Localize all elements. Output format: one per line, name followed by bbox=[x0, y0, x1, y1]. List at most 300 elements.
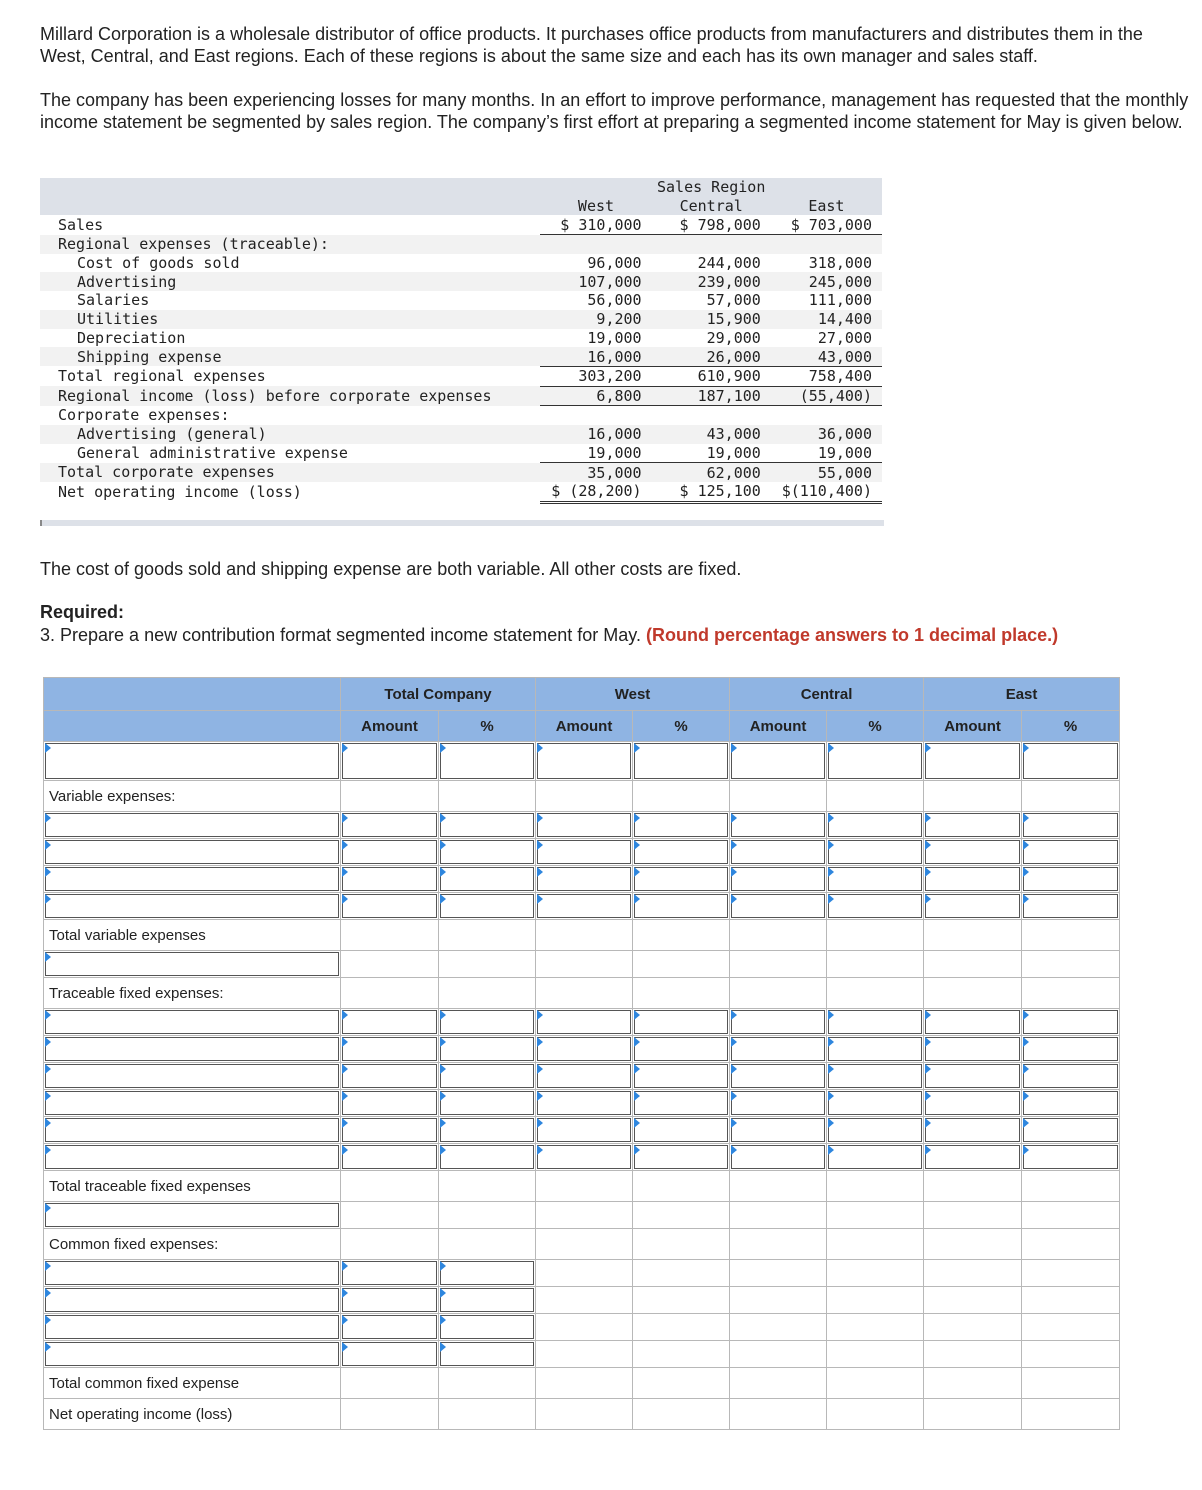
answer-input[interactable] bbox=[731, 1145, 825, 1169]
answer-cell-input[interactable] bbox=[924, 1063, 1022, 1090]
answer-cell-input[interactable] bbox=[439, 839, 536, 866]
answer-cell-input[interactable] bbox=[730, 866, 827, 893]
answer-input[interactable] bbox=[925, 743, 1020, 779]
answer-cell-input[interactable] bbox=[341, 1314, 439, 1341]
answer-input[interactable] bbox=[45, 1288, 339, 1312]
answer-cell-input[interactable] bbox=[341, 1260, 439, 1287]
answer-input[interactable] bbox=[440, 1315, 534, 1339]
answer-input[interactable] bbox=[342, 1342, 437, 1366]
answer-input[interactable] bbox=[925, 867, 1020, 891]
answer-input[interactable] bbox=[537, 1145, 631, 1169]
answer-cell bbox=[633, 1287, 730, 1314]
answer-input[interactable] bbox=[45, 1261, 339, 1285]
required-title: Required: bbox=[40, 602, 125, 622]
answer-cell-input[interactable] bbox=[827, 1117, 924, 1144]
answer-cell-input[interactable] bbox=[730, 1090, 827, 1117]
answer-input[interactable] bbox=[45, 1091, 339, 1115]
answer-input[interactable] bbox=[731, 1037, 825, 1061]
answer-cell-input[interactable] bbox=[341, 839, 439, 866]
answer-input[interactable] bbox=[1023, 1010, 1118, 1034]
answer-cell-input[interactable] bbox=[536, 1009, 633, 1036]
answer-cell-input[interactable] bbox=[633, 1144, 730, 1171]
answer-row bbox=[44, 1171, 1120, 1202]
statement-row-label: Regional expenses (traceable): bbox=[40, 235, 540, 254]
answer-cell-input[interactable] bbox=[827, 1009, 924, 1036]
answer-input[interactable] bbox=[537, 867, 631, 891]
statement-row bbox=[40, 366, 882, 386]
statement-cell: 14,400 bbox=[771, 310, 882, 329]
answer-cell-input[interactable] bbox=[439, 1036, 536, 1063]
answer-input[interactable] bbox=[342, 840, 437, 864]
answer-input[interactable] bbox=[342, 813, 437, 837]
answer-cell-input[interactable] bbox=[439, 812, 536, 839]
answer-cell-input[interactable] bbox=[536, 866, 633, 893]
answer-cell-input[interactable] bbox=[730, 893, 827, 920]
answer-input[interactable] bbox=[925, 894, 1020, 918]
answer-input[interactable] bbox=[1023, 813, 1118, 837]
answer-input[interactable] bbox=[45, 1145, 339, 1169]
answer-label-input[interactable] bbox=[44, 812, 341, 839]
answer-cell-input[interactable] bbox=[439, 1117, 536, 1144]
statement-row bbox=[40, 482, 882, 502]
answer-cell-input[interactable] bbox=[827, 1144, 924, 1171]
answer-input[interactable] bbox=[342, 894, 437, 918]
answer-cell-input[interactable] bbox=[341, 1144, 439, 1171]
answer-cell-input[interactable] bbox=[439, 1287, 536, 1314]
answer-input[interactable] bbox=[731, 1010, 825, 1034]
answer-input[interactable] bbox=[440, 1342, 534, 1366]
answer-cell bbox=[924, 1368, 1022, 1399]
answer-cell-input[interactable] bbox=[341, 812, 439, 839]
answer-cell bbox=[1022, 1171, 1120, 1202]
statement-cell: 29,000 bbox=[652, 329, 771, 348]
answer-input[interactable] bbox=[45, 1037, 339, 1061]
answer-cell-input[interactable] bbox=[439, 866, 536, 893]
answer-label-input[interactable] bbox=[44, 1090, 341, 1117]
answer-input[interactable] bbox=[45, 1315, 339, 1339]
answer-cell bbox=[1022, 1202, 1120, 1229]
answer-cell-input[interactable] bbox=[730, 742, 827, 781]
answer-input[interactable] bbox=[440, 1145, 534, 1169]
answer-input[interactable] bbox=[342, 1315, 437, 1339]
answer-cell bbox=[827, 1171, 924, 1202]
answer-cell-input[interactable] bbox=[341, 1117, 439, 1144]
sub-pct: % bbox=[1022, 711, 1120, 742]
answer-input[interactable] bbox=[440, 1010, 534, 1034]
statement-cell: 57,000 bbox=[652, 291, 771, 310]
statement-cell: 27,000 bbox=[771, 329, 882, 348]
answer-input[interactable] bbox=[342, 1064, 437, 1088]
answer-input[interactable] bbox=[731, 894, 825, 918]
statement-row-label: Regional income (loss) before corporate expenses bbox=[40, 386, 540, 406]
answer-cell-input[interactable] bbox=[439, 1063, 536, 1090]
answer-input[interactable] bbox=[440, 1037, 534, 1061]
answer-cell-input[interactable] bbox=[1022, 1117, 1120, 1144]
answer-input[interactable] bbox=[828, 1037, 922, 1061]
answer-input[interactable] bbox=[342, 1037, 437, 1061]
answer-cell-input[interactable] bbox=[439, 1341, 536, 1368]
required-text: 3. Prepare a new contribution format segmented income statement for May. bbox=[40, 625, 641, 645]
answer-input[interactable] bbox=[45, 1064, 339, 1088]
answer-cell-input[interactable] bbox=[341, 1090, 439, 1117]
answer-input[interactable] bbox=[45, 894, 339, 918]
answer-input[interactable] bbox=[828, 867, 922, 891]
answer-input[interactable] bbox=[440, 1091, 534, 1115]
answer-cell bbox=[730, 1368, 827, 1399]
answer-cell bbox=[924, 1314, 1022, 1341]
answer-cell-input[interactable] bbox=[536, 1117, 633, 1144]
answer-cell-input[interactable] bbox=[633, 1117, 730, 1144]
answer-input[interactable] bbox=[537, 743, 631, 779]
answer-cell bbox=[633, 951, 730, 978]
answer-input[interactable] bbox=[828, 743, 922, 779]
answer-input[interactable] bbox=[45, 867, 339, 891]
answer-input[interactable] bbox=[634, 894, 728, 918]
answer-label-input[interactable] bbox=[44, 1009, 341, 1036]
answer-cell-input[interactable] bbox=[633, 742, 730, 781]
answer-input[interactable] bbox=[828, 813, 922, 837]
answer-cell-input[interactable] bbox=[730, 1144, 827, 1171]
answer-input[interactable] bbox=[1023, 1037, 1118, 1061]
answer-input[interactable] bbox=[45, 743, 339, 779]
answer-input[interactable] bbox=[537, 1010, 631, 1034]
answer-cell-input[interactable] bbox=[341, 866, 439, 893]
answer-label-input[interactable] bbox=[44, 1287, 341, 1314]
answer-input[interactable] bbox=[925, 1091, 1020, 1115]
answer-cell bbox=[827, 1341, 924, 1368]
answer-cell-input[interactable] bbox=[924, 1036, 1022, 1063]
answer-cell-input[interactable] bbox=[730, 839, 827, 866]
group-west: West bbox=[536, 678, 730, 711]
answer-cell bbox=[827, 1260, 924, 1287]
answer-row bbox=[44, 781, 1120, 812]
answer-cell bbox=[341, 1368, 439, 1399]
answer-cell-input[interactable] bbox=[341, 893, 439, 920]
answer-label-input[interactable] bbox=[44, 1063, 341, 1090]
answer-cell-input[interactable] bbox=[341, 1063, 439, 1090]
answer-input[interactable] bbox=[440, 813, 534, 837]
answer-input[interactable] bbox=[45, 840, 339, 864]
answer-cell-input[interactable] bbox=[1022, 1036, 1120, 1063]
answer-input[interactable] bbox=[45, 1203, 339, 1227]
answer-input[interactable] bbox=[925, 840, 1020, 864]
answer-input[interactable] bbox=[925, 1037, 1020, 1061]
statement-row-label: Sales bbox=[40, 215, 540, 234]
answer-cell bbox=[439, 1229, 536, 1260]
answer-row-label: Variable expenses: bbox=[44, 781, 341, 812]
answer-label-input[interactable] bbox=[44, 1117, 341, 1144]
answer-input[interactable] bbox=[634, 1010, 728, 1034]
statement-row bbox=[40, 329, 882, 348]
answer-input[interactable] bbox=[537, 840, 631, 864]
statement-row-label: Advertising bbox=[40, 272, 540, 291]
answer-cell-input[interactable] bbox=[633, 812, 730, 839]
answer-input[interactable] bbox=[45, 1118, 339, 1142]
answer-cell-input[interactable] bbox=[439, 1314, 536, 1341]
answer-cell-input[interactable] bbox=[536, 812, 633, 839]
answer-cell-input[interactable] bbox=[1022, 1144, 1120, 1171]
answer-cell-input[interactable] bbox=[536, 839, 633, 866]
statement-cell: 6,800 bbox=[540, 386, 651, 406]
answer-cell-input[interactable] bbox=[924, 812, 1022, 839]
answer-input[interactable] bbox=[634, 1037, 728, 1061]
answer-cell bbox=[536, 1341, 633, 1368]
answer-cell-input[interactable] bbox=[1022, 839, 1120, 866]
answer-input[interactable] bbox=[925, 1118, 1020, 1142]
answer-cell-input[interactable] bbox=[827, 1063, 924, 1090]
answer-input[interactable] bbox=[342, 1288, 437, 1312]
answer-input[interactable] bbox=[440, 743, 534, 779]
answer-label-input[interactable] bbox=[44, 866, 341, 893]
answer-input[interactable] bbox=[440, 894, 534, 918]
answer-input[interactable] bbox=[342, 1261, 437, 1285]
answer-cell-input[interactable] bbox=[633, 893, 730, 920]
answer-input[interactable] bbox=[1023, 1091, 1118, 1115]
answer-input[interactable] bbox=[925, 1145, 1020, 1169]
answer-cell-input[interactable] bbox=[633, 866, 730, 893]
answer-cell-input[interactable] bbox=[827, 1090, 924, 1117]
answer-cell-input[interactable] bbox=[536, 1144, 633, 1171]
answer-cell bbox=[1022, 1341, 1120, 1368]
answer-input[interactable] bbox=[1023, 840, 1118, 864]
answer-input[interactable] bbox=[828, 1118, 922, 1142]
answer-input[interactable] bbox=[634, 743, 728, 779]
answer-cell-input[interactable] bbox=[827, 1036, 924, 1063]
answer-input[interactable] bbox=[342, 1010, 437, 1034]
answer-cell-input[interactable] bbox=[439, 742, 536, 781]
answer-row bbox=[44, 920, 1120, 951]
answer-row bbox=[44, 1036, 1120, 1063]
answer-cell bbox=[341, 1229, 439, 1260]
answer-label-input[interactable] bbox=[44, 1036, 341, 1063]
answer-input[interactable] bbox=[342, 1118, 437, 1142]
statement-cell: 111,000 bbox=[771, 291, 882, 310]
answer-cell-input[interactable] bbox=[827, 812, 924, 839]
answer-cell-input[interactable] bbox=[341, 742, 439, 781]
answer-input[interactable] bbox=[440, 1118, 534, 1142]
answer-input[interactable] bbox=[1023, 1064, 1118, 1088]
answer-input[interactable] bbox=[440, 1064, 534, 1088]
answer-cell-input[interactable] bbox=[924, 742, 1022, 781]
answer-cell bbox=[1022, 978, 1120, 1009]
answer-label-input[interactable] bbox=[44, 1314, 341, 1341]
answer-cell-input[interactable] bbox=[341, 1009, 439, 1036]
answer-input[interactable] bbox=[634, 1118, 728, 1142]
group-total-company: Total Company bbox=[341, 678, 536, 711]
answer-input[interactable] bbox=[634, 840, 728, 864]
answer-input[interactable] bbox=[634, 1064, 728, 1088]
answer-input[interactable] bbox=[828, 1064, 922, 1088]
answer-input[interactable] bbox=[828, 1145, 922, 1169]
answer-input[interactable] bbox=[828, 894, 922, 918]
answer-cell bbox=[439, 978, 536, 1009]
answer-input[interactable] bbox=[440, 867, 534, 891]
answer-cell-input[interactable] bbox=[439, 1260, 536, 1287]
answer-input[interactable] bbox=[925, 1064, 1020, 1088]
answer-label-input[interactable] bbox=[44, 951, 341, 978]
answer-cell bbox=[924, 781, 1022, 812]
answer-cell bbox=[633, 781, 730, 812]
answer-cell bbox=[730, 920, 827, 951]
answer-cell-input[interactable] bbox=[633, 1036, 730, 1063]
answer-cell-input[interactable] bbox=[827, 866, 924, 893]
answer-input[interactable] bbox=[537, 813, 631, 837]
answer-cell-input[interactable] bbox=[924, 1117, 1022, 1144]
answer-input[interactable] bbox=[440, 840, 534, 864]
answer-cell-input[interactable] bbox=[730, 1063, 827, 1090]
answer-cell-input[interactable] bbox=[827, 893, 924, 920]
answer-cell bbox=[924, 1229, 1022, 1260]
answer-cell-input[interactable] bbox=[1022, 1063, 1120, 1090]
answer-input[interactable] bbox=[925, 813, 1020, 837]
answer-cell-input[interactable] bbox=[1022, 1090, 1120, 1117]
answer-input[interactable] bbox=[537, 1037, 631, 1061]
answer-input[interactable] bbox=[342, 1091, 437, 1115]
answer-input[interactable] bbox=[731, 867, 825, 891]
sub-amount: Amount bbox=[341, 711, 439, 742]
answer-input[interactable] bbox=[634, 867, 728, 891]
statement-cell: 244,000 bbox=[652, 254, 771, 273]
answer-cell-input[interactable] bbox=[730, 1009, 827, 1036]
answer-input[interactable] bbox=[731, 813, 825, 837]
answer-input[interactable] bbox=[828, 1010, 922, 1034]
answer-cell bbox=[536, 1399, 633, 1430]
answer-cell-input[interactable] bbox=[536, 893, 633, 920]
answer-input[interactable] bbox=[45, 1010, 339, 1034]
answer-cell bbox=[924, 978, 1022, 1009]
answer-cell-input[interactable] bbox=[1022, 812, 1120, 839]
sub-amount: Amount bbox=[730, 711, 827, 742]
answer-cell-input[interactable] bbox=[1022, 742, 1120, 781]
answer-input[interactable] bbox=[1023, 1145, 1118, 1169]
sub-pct: % bbox=[827, 711, 924, 742]
answer-cell-input[interactable] bbox=[924, 866, 1022, 893]
answer-cell bbox=[730, 1399, 827, 1430]
answer-cell-input[interactable] bbox=[924, 1090, 1022, 1117]
answer-input[interactable] bbox=[731, 1091, 825, 1115]
answer-label-input[interactable] bbox=[44, 893, 341, 920]
answer-cell-input[interactable] bbox=[633, 1063, 730, 1090]
answer-cell-input[interactable] bbox=[633, 1009, 730, 1036]
answer-input[interactable] bbox=[342, 743, 437, 779]
answer-input[interactable] bbox=[731, 743, 825, 779]
answer-cell bbox=[730, 1171, 827, 1202]
answer-input[interactable] bbox=[634, 813, 728, 837]
answer-cell-input[interactable] bbox=[827, 742, 924, 781]
answer-label-input[interactable] bbox=[44, 1260, 341, 1287]
answer-cell-input[interactable] bbox=[439, 1090, 536, 1117]
group-east: East bbox=[924, 678, 1120, 711]
answer-input[interactable] bbox=[1023, 894, 1118, 918]
answer-input[interactable] bbox=[537, 1118, 631, 1142]
statement-row bbox=[40, 272, 882, 291]
answer-cell bbox=[633, 978, 730, 1009]
answer-input[interactable] bbox=[634, 1091, 728, 1115]
answer-cell-input[interactable] bbox=[633, 1090, 730, 1117]
answer-row bbox=[44, 951, 1120, 978]
statement-cell: 36,000 bbox=[771, 425, 882, 444]
answer-input[interactable] bbox=[1023, 867, 1118, 891]
answer-cell-input[interactable] bbox=[924, 839, 1022, 866]
answer-cell bbox=[536, 951, 633, 978]
answer-cell-input[interactable] bbox=[536, 742, 633, 781]
answer-input[interactable] bbox=[537, 894, 631, 918]
answer-cell-input[interactable] bbox=[439, 1144, 536, 1171]
answer-cell-input[interactable] bbox=[924, 1144, 1022, 1171]
answer-cell bbox=[633, 1314, 730, 1341]
answer-cell-input[interactable] bbox=[341, 1287, 439, 1314]
answer-cell-input[interactable] bbox=[730, 1036, 827, 1063]
answer-cell-input[interactable] bbox=[924, 1009, 1022, 1036]
answer-cell-input[interactable] bbox=[730, 1117, 827, 1144]
answer-input[interactable] bbox=[731, 1064, 825, 1088]
answer-row-label: Traceable fixed expenses: bbox=[44, 978, 341, 1009]
answer-cell bbox=[1022, 951, 1120, 978]
answer-cell bbox=[536, 1287, 633, 1314]
answer-input[interactable] bbox=[440, 1288, 534, 1312]
answer-cell-input[interactable] bbox=[536, 1036, 633, 1063]
answer-input[interactable] bbox=[731, 1118, 825, 1142]
answer-cell bbox=[341, 1202, 439, 1229]
answer-input[interactable] bbox=[45, 1342, 339, 1366]
statement-cell: 303,200 bbox=[540, 366, 651, 386]
answer-row bbox=[44, 1009, 1120, 1036]
statement-cell: 43,000 bbox=[652, 425, 771, 444]
statement-row-label: Cost of goods sold bbox=[40, 254, 540, 273]
answer-label-input[interactable] bbox=[44, 742, 341, 781]
answer-input[interactable] bbox=[634, 1145, 728, 1169]
answer-row bbox=[44, 812, 1120, 839]
answer-input[interactable] bbox=[828, 840, 922, 864]
answer-input[interactable] bbox=[342, 867, 437, 891]
answer-input[interactable] bbox=[537, 1064, 631, 1088]
answer-label-input[interactable] bbox=[44, 1144, 341, 1171]
answer-cell-input[interactable] bbox=[924, 893, 1022, 920]
answer-cell-input[interactable] bbox=[341, 1036, 439, 1063]
answer-input[interactable] bbox=[1023, 1118, 1118, 1142]
col-west: West bbox=[540, 197, 651, 216]
answer-cell-input[interactable] bbox=[827, 839, 924, 866]
answer-cell-input[interactable] bbox=[1022, 866, 1120, 893]
answer-cell-input[interactable] bbox=[730, 812, 827, 839]
statement-row-label: Advertising (general) bbox=[40, 425, 540, 444]
answer-label-input[interactable] bbox=[44, 1341, 341, 1368]
answer-cell bbox=[730, 1287, 827, 1314]
answer-cell bbox=[827, 951, 924, 978]
answer-input[interactable] bbox=[828, 1091, 922, 1115]
answer-cell-input[interactable] bbox=[1022, 1009, 1120, 1036]
answer-input[interactable] bbox=[440, 1261, 534, 1285]
answer-input[interactable] bbox=[45, 813, 339, 837]
answer-cell-input[interactable] bbox=[1022, 893, 1120, 920]
answer-input[interactable] bbox=[1023, 743, 1118, 779]
answer-label-input[interactable] bbox=[44, 1202, 341, 1229]
answer-input[interactable] bbox=[342, 1145, 437, 1169]
sales-region-header: Sales Region bbox=[652, 178, 771, 197]
answer-cell-input[interactable] bbox=[536, 1090, 633, 1117]
answer-cell-input[interactable] bbox=[633, 839, 730, 866]
answer-cell-input[interactable] bbox=[341, 1341, 439, 1368]
answer-input[interactable] bbox=[537, 1091, 631, 1115]
answer-input[interactable] bbox=[731, 840, 825, 864]
statement-cell: 16,000 bbox=[540, 425, 651, 444]
answer-input[interactable] bbox=[925, 1010, 1020, 1034]
answer-cell-input[interactable] bbox=[439, 1009, 536, 1036]
answer-cell-input[interactable] bbox=[536, 1063, 633, 1090]
answer-cell-input[interactable] bbox=[439, 893, 536, 920]
answer-label-input[interactable] bbox=[44, 839, 341, 866]
answer-input[interactable] bbox=[45, 952, 339, 976]
